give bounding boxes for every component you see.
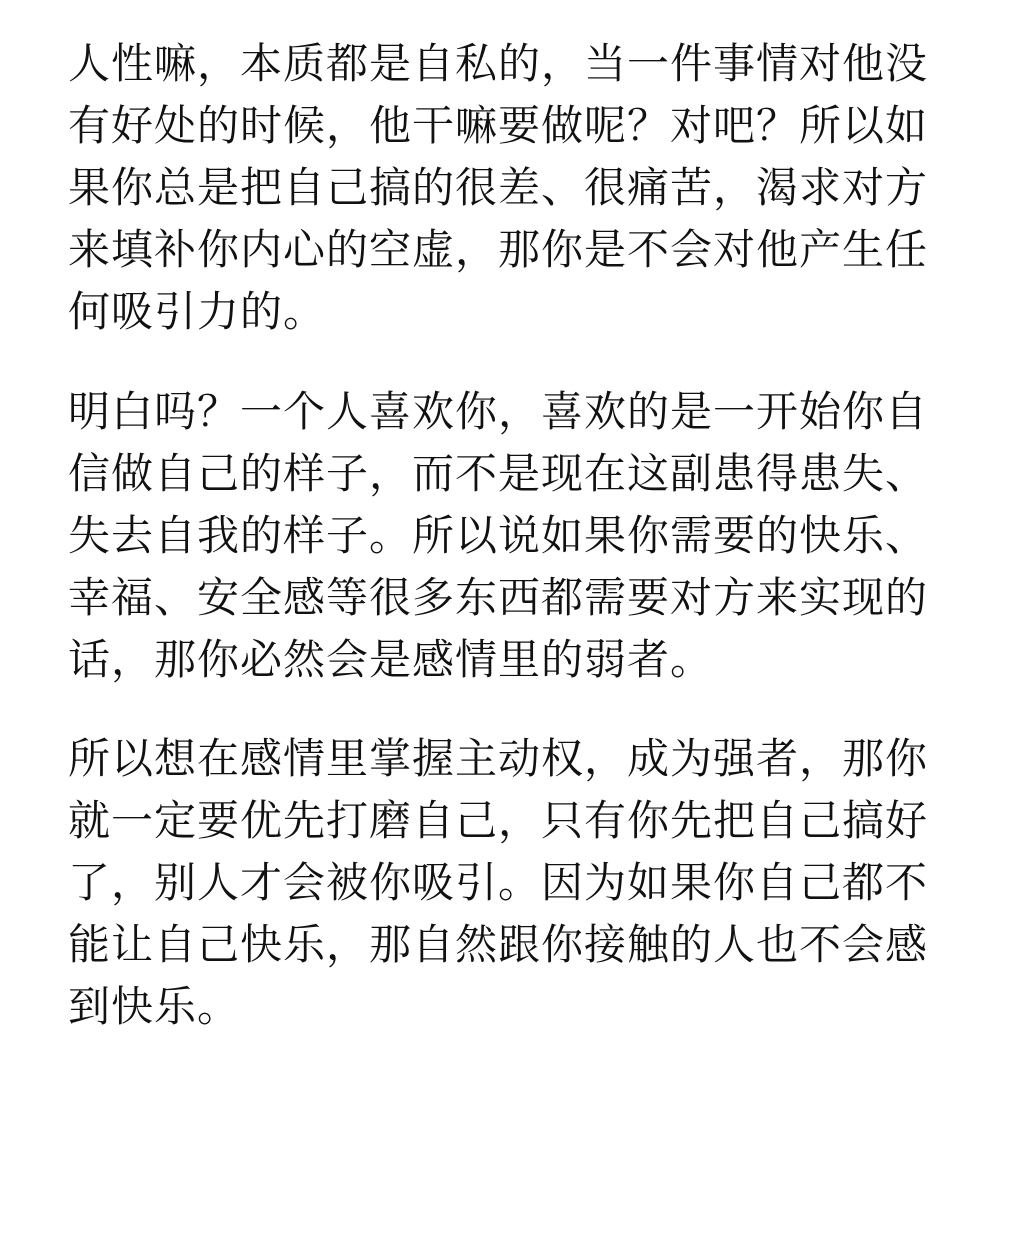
paragraph-line: 幸福、安全感等很多东西都需要对方来实现的 [68, 573, 929, 622]
paragraph-line: 能让自己快乐，那自然跟你接触的人也不会感 [68, 920, 929, 969]
paragraph-3 [68, 728, 948, 1038]
paragraph-line: 明白吗？一个人喜欢你，喜欢的是一开始你自 [68, 387, 929, 436]
paragraph-line: 失去自我的样子。所以说如果你需要的快乐、 [68, 511, 929, 560]
paragraph-line: 所以想在感情里掌握主动权，成为强者，那你 [68, 734, 929, 783]
paragraph-line: 信做自己的样子，而不是现在这副患得患失、 [68, 449, 929, 498]
paragraph-2 [68, 381, 948, 691]
paragraph-line: 有好处的时候，他干嘛要做呢？对吧？所以如 [68, 101, 929, 150]
paragraph-line: 来填补你内心的空虚，那你是不会对他产生任 [68, 225, 929, 274]
paragraph-line: 何吸引力的。 [68, 287, 327, 336]
paragraph-1 [68, 33, 948, 343]
paragraph-line: 就一定要优先打磨自己，只有你先把自己搞好 [68, 796, 929, 845]
paragraph-line: 话，那你必然会是感情里的弱者。 [68, 635, 714, 684]
paragraph-line: 人性嘛，本质都是自私的，当一件事情对他没 [68, 39, 929, 88]
paragraph-line: 了，别人才会被你吸引。因为如果你自己都不 [68, 858, 929, 907]
paragraph-line: 果你总是把自己搞的很差、很痛苦，渴求对方 [68, 163, 929, 212]
paragraph-line: 到快乐。 [68, 982, 241, 1031]
